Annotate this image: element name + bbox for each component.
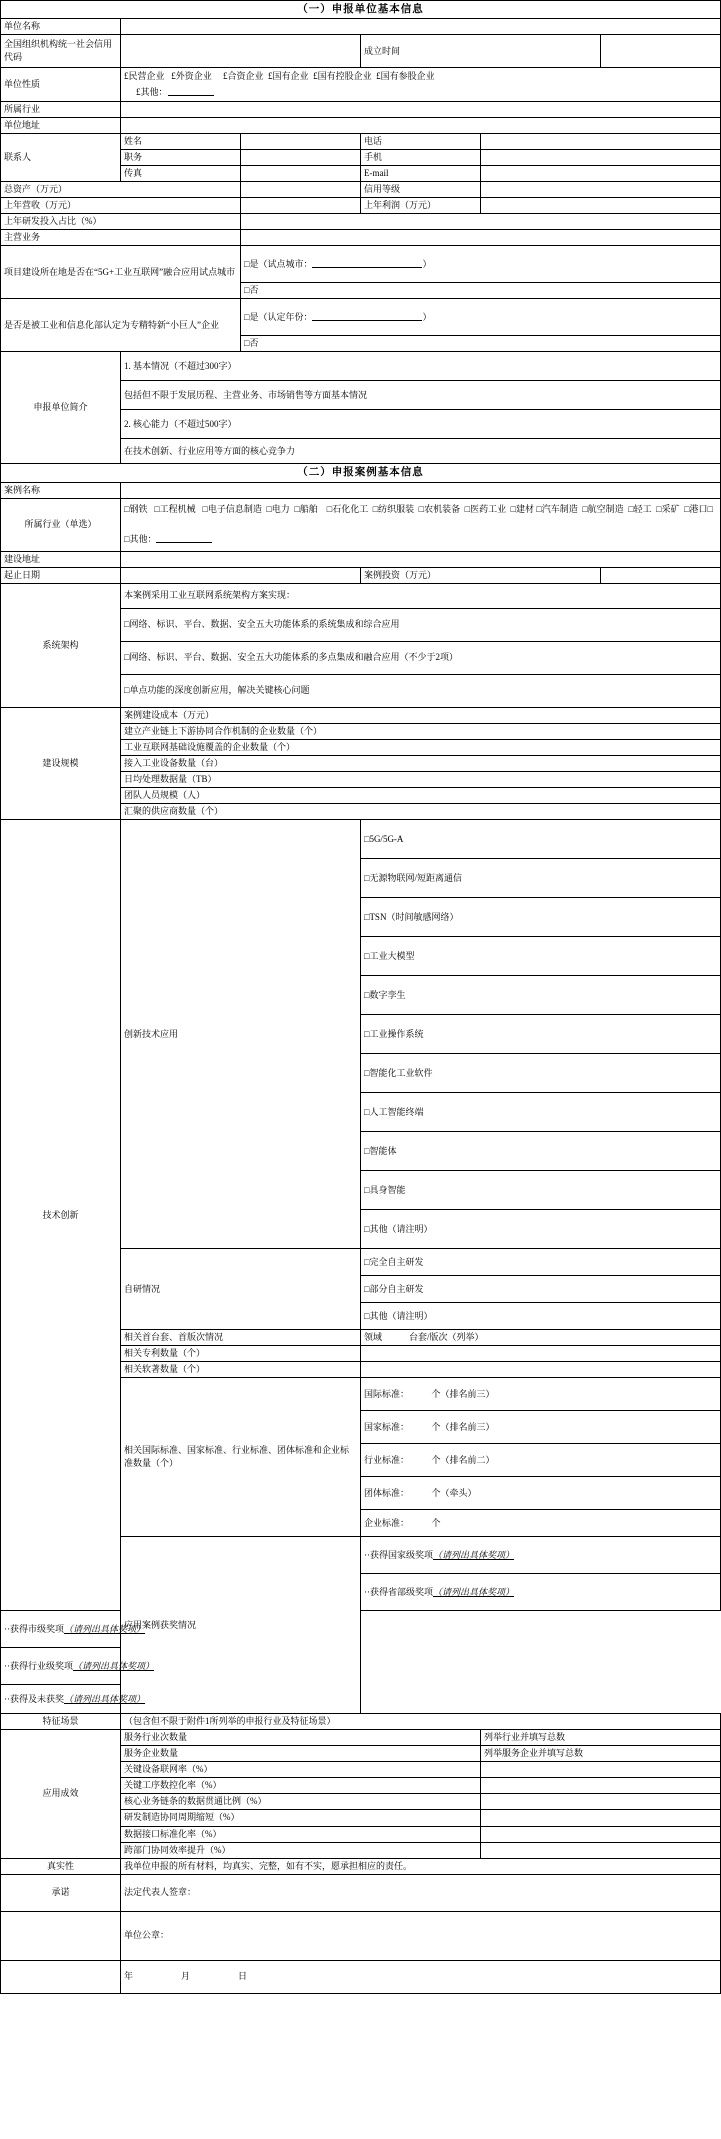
contact-position-input[interactable] (241, 150, 361, 166)
effect-value-2[interactable] (481, 1762, 721, 1778)
contact-name-row (1, 133, 721, 149)
truth-label: 真实性 (1, 1858, 121, 1874)
contact-label: 联系人 (1, 133, 121, 181)
checkbox-automotive[interactable]: □汽车制造 (536, 503, 578, 514)
effect-name-2: 关键设备联网率（%） (121, 1762, 481, 1778)
last-revenue-row (1, 198, 721, 214)
standard-enterprise[interactable]: 企业标准： 个 (361, 1510, 721, 1537)
intro-row-1 (1, 352, 721, 381)
innov-tech-option-3[interactable]: □工业大模型 (361, 937, 721, 976)
contact-email-input[interactable] (481, 166, 721, 182)
effect-value-5[interactable] (481, 1810, 721, 1826)
unit-name-row (1, 19, 721, 35)
contact-name-input[interactable] (241, 133, 361, 149)
effect-name-7: 跨部门协同效率提升（%） (121, 1842, 481, 1858)
case-name-row (1, 482, 721, 498)
award-none[interactable]: ··获得及未获奖（请列出具体奖项） (1, 1685, 361, 1714)
legal-rep-signature[interactable]: 法定代表人签章： (121, 1874, 721, 1911)
industry-input[interactable] (121, 101, 721, 117)
awards-label: 应用案例获奖情况 (121, 1537, 361, 1714)
awards-row-3 (1, 1648, 721, 1685)
giant-year-input[interactable] (312, 311, 422, 321)
effect-name-0: 服务行业次数量 (121, 1730, 481, 1746)
sys-arch-option-3[interactable]: □单点功能的深度创新应用，解决关键核心问题 (121, 674, 721, 707)
effect-value-3[interactable] (481, 1778, 721, 1794)
industry-row (1, 101, 721, 117)
patent-label: 相关专利数量（个） (121, 1346, 361, 1362)
innov-tech-option-10[interactable]: □其他（请注明） (361, 1210, 721, 1249)
giant-no-cell (241, 336, 721, 352)
section2-title: （二）申报案例基本信息 (1, 464, 721, 482)
date-spacer (1, 1960, 121, 1993)
checkbox-petrochemical[interactable]: □石化化工 (326, 503, 369, 514)
checkbox-foreign-enterprise[interactable]: £外资企业 (171, 71, 212, 82)
patent-input[interactable] (361, 1346, 721, 1362)
case-industry-options (121, 498, 721, 551)
credit-code-row (1, 35, 721, 68)
checkbox-state-share[interactable]: £国有参股企业 (376, 71, 435, 82)
case-name-label: 案例名称 (1, 482, 121, 498)
effect-value-7[interactable] (481, 1842, 721, 1858)
awards-row-4 (1, 1685, 721, 1714)
award-industry[interactable]: ··获得行业级奖项（请列出具体奖项） (1, 1648, 361, 1685)
case-invest-input[interactable] (601, 567, 721, 583)
standards-label: 相关国际标准、国家标准、行业标准、团体标准和企业标准数量（个） (121, 1378, 361, 1537)
sys-arch-option-1[interactable]: □网络、标识、平台、数据、安全五大功能体系的系统集成和综合应用 (121, 608, 721, 641)
self-rd-option-2[interactable]: □其他（请注明） (361, 1303, 721, 1330)
build-address-input[interactable] (121, 551, 721, 567)
main-business-row (1, 230, 721, 246)
award-national[interactable]: ··获得国家级奖项（请列出具体奖项） (361, 1537, 721, 1574)
checkbox-shipbuilding[interactable]: □船舶 (294, 503, 318, 514)
effect-name-4: 核心业务链条的数据贯通比例（%） (121, 1794, 481, 1810)
checkbox-pilot-yes[interactable]: □是（试点城市： ） (244, 258, 432, 269)
main-business-label: 主营业务 (1, 230, 241, 246)
found-time-label: 成立时间 (361, 35, 601, 68)
self-rd-option-1[interactable]: □部分自主研发 (361, 1276, 721, 1303)
contact-fax-input[interactable] (241, 166, 361, 182)
standard-international[interactable]: 国际标准： 个（排名前三） (361, 1378, 721, 1411)
scenario-row (1, 1714, 721, 1730)
standard-group[interactable]: 团体标准： 个（牵头） (361, 1477, 721, 1510)
checkbox-power[interactable]: □电力 (266, 503, 290, 514)
effect-value-4[interactable] (481, 1794, 721, 1810)
unit-nature-label: 单位性质 (1, 68, 121, 102)
checkbox-nature-other[interactable]: £其他： (124, 87, 214, 97)
total-assets-label: 总资产（万元） (1, 182, 241, 198)
credit-rating-input[interactable] (481, 182, 721, 198)
signature-date[interactable]: 年 月 日 (121, 1960, 721, 1993)
found-time-input[interactable] (601, 35, 721, 68)
date-row (1, 1960, 721, 1993)
contact-phone-input[interactable] (481, 133, 721, 149)
date-range-row (1, 567, 721, 583)
rd-ratio-label: 上年研发投入占比（%） (1, 214, 241, 230)
checkbox-construction-machinery[interactable]: □工程机械 (154, 503, 196, 514)
contact-phone-label: 电话 (361, 133, 481, 149)
promise-label: 承诺 (1, 1874, 121, 1911)
innov-tech-option-5[interactable]: □工业操作系统 (361, 1015, 721, 1054)
last-profit-label: 上年利润（万元） (361, 198, 481, 214)
section1-title: （一）申报单位基本信息 (1, 1, 721, 19)
pilot-city-question: 项目建设所在地是否在“5G+工业互联网”融合应用试点城市 (1, 246, 241, 299)
effect-name-6: 数据接口标准化率（%） (121, 1826, 481, 1842)
effect-name-5: 研发制造协同周期缩短（%） (121, 1810, 481, 1826)
credit-rating-label: 信用等级 (361, 182, 481, 198)
case-invest-label: 案例投资（万元） (361, 567, 601, 583)
standard-national[interactable]: 国家标准： 个（排名前三） (361, 1411, 721, 1444)
awards-row-2 (1, 1611, 721, 1648)
unit-name-label: 单位名称 (1, 19, 121, 35)
truth-row (1, 1858, 721, 1874)
last-revenue-label: 上年营收（万元） (1, 198, 241, 214)
contact-name-label: 姓名 (121, 133, 241, 149)
award-municipal[interactable]: ··获得市级奖项（请列出具体奖项） (1, 1611, 361, 1648)
scale-label: 建设规模 (1, 707, 121, 819)
checkbox-private-enterprise[interactable]: £民营企业 (124, 71, 165, 82)
unit-nature-options (121, 68, 721, 102)
checkbox-light-industry[interactable]: □轻工 (628, 503, 652, 514)
case-name-input[interactable] (121, 482, 721, 498)
industry-label: 所属行业 (1, 101, 121, 117)
scale-item-0[interactable]: 案例建设成本（万元） (121, 707, 721, 723)
unit-nature-row (1, 68, 721, 102)
unit-seal[interactable]: 单位公章： (121, 1911, 721, 1960)
checkbox-textile-apparel[interactable]: □纺织服装 (372, 503, 415, 514)
checkbox-state-owned[interactable]: £国有企业 (268, 71, 309, 82)
checkbox-giant-no[interactable]: □否 (244, 338, 259, 349)
giant-yes-cell (241, 299, 721, 336)
intro-note-2[interactable]: 在技术创新、行业应用等方面的核心竞争力 (121, 439, 721, 464)
address-label: 单位地址 (1, 117, 121, 133)
first-set-label: 相关首台套、首版次情况 (121, 1330, 361, 1346)
checkbox-pilot-no[interactable]: □否 (244, 285, 259, 296)
pilot-city-input[interactable] (312, 258, 422, 268)
innov-tech-option-7[interactable]: □人工智能终端 (361, 1093, 721, 1132)
giant-question: 是否是被工业和信息化部认定为专精特新“小巨人”企业 (1, 299, 241, 352)
pilot-city-row (1, 246, 721, 283)
innov-tech-option-6[interactable]: □智能化工业软件 (361, 1054, 721, 1093)
effect-value-0[interactable]: 列举行业并填写总数 (481, 1730, 721, 1746)
innov-tech-option-8[interactable]: □智能体 (361, 1132, 721, 1171)
self-rd-label: 自研情况 (121, 1249, 361, 1330)
section2-header-row (1, 464, 721, 482)
promise-row (1, 1874, 721, 1911)
innov-tech-option-9[interactable]: □具身智能 (361, 1171, 721, 1210)
intro-heading-2: 2. 核心能力（不超过500字） (121, 410, 721, 439)
sys-arch-row-0 (1, 583, 721, 608)
address-row (1, 117, 721, 133)
unit-name-input[interactable] (121, 19, 721, 35)
last-revenue-input[interactable] (241, 198, 361, 214)
build-address-row (1, 551, 721, 567)
date-range-input[interactable] (121, 567, 361, 583)
checkbox-port[interactable]: □港口□ (684, 503, 713, 514)
total-assets-input[interactable] (241, 182, 361, 198)
effect-value-6[interactable] (481, 1826, 721, 1842)
build-address-label: 建设地址 (1, 551, 121, 567)
checkbox-electronics-manufacturing[interactable]: □电子信息制造 (202, 503, 262, 514)
scale-item-3[interactable]: 接入工业设备数量（台） (121, 755, 721, 771)
software-input[interactable] (361, 1362, 721, 1378)
effect-name-3: 关键工序数控化率（%） (121, 1778, 481, 1794)
intro-heading-1: 1. 基本情况（不超过300字） (121, 352, 721, 381)
date-range-label: 起止日期 (1, 567, 121, 583)
tech-innovation-label: 技术创新 (1, 820, 121, 1611)
truth-text: 我单位申报的所有材料，均真实、完整，如有不实，愿承担相应的责任。 (121, 1858, 721, 1874)
contact-email-label: E-mail (361, 166, 481, 182)
sys-arch-intro: 本案例采用工业互联网系统架构方案实现： (121, 583, 721, 608)
contact-mobile-input[interactable] (481, 150, 721, 166)
giant-row (1, 299, 721, 336)
checkbox-pharmaceutical[interactable]: □医药工业 (464, 503, 507, 514)
pilot-city-yes-cell (241, 246, 721, 283)
rd-ratio-input[interactable] (241, 214, 721, 230)
checkbox-steel[interactable]: □钢铁 (124, 503, 148, 514)
contact-mobile-label: 手机 (361, 150, 481, 166)
award-provincial[interactable]: ··获得省部级奖项（请列出具体奖项） (361, 1574, 721, 1611)
industry-other-input[interactable] (156, 533, 212, 543)
checkbox-building-materials[interactable]: □建材 (510, 503, 535, 514)
scenario-label: 特征场景 (1, 1714, 121, 1730)
first-set-value[interactable]: 领域 台套/版次（列举） (361, 1330, 721, 1346)
scale-item-6[interactable]: 汇聚的供应商数量（个） (121, 804, 721, 820)
last-profit-input[interactable] (481, 198, 721, 214)
effect-value-1[interactable]: 列举服务企业并填写总数 (481, 1746, 721, 1762)
rd-ratio-row (1, 214, 721, 230)
contact-fax-label: 传真 (121, 166, 241, 182)
effect-row-0 (1, 1730, 721, 1746)
seal-spacer (1, 1911, 121, 1960)
tech-innov-row-0 (1, 820, 721, 859)
intro-note-1[interactable]: 包括但不限于发展历程、主营业务、市场销售等方面基本情况 (121, 381, 721, 410)
scenario-value[interactable]: （包含但不限于附件1所列举的申报行业及特征场景） (121, 1714, 721, 1730)
contact-position-label: 职务 (121, 150, 241, 166)
checkbox-aviation[interactable]: □航空制造 (582, 503, 624, 514)
software-label: 相关软著数量（个） (121, 1362, 361, 1378)
sys-arch-label: 系统架构 (1, 583, 121, 707)
total-assets-row (1, 182, 721, 198)
sys-arch-option-2[interactable]: □网络、标识、平台、数据、安全五大功能体系的多点集成和融合应用（不少于2项） (121, 641, 721, 674)
innov-tech-option-1[interactable]: □无源物联网/短距离通信 (361, 859, 721, 898)
case-industry-label: 所属行业（单选） (1, 498, 121, 551)
effect-label: 应用成效 (1, 1730, 121, 1858)
scale-item-5[interactable]: 团队人员规模（人） (121, 787, 721, 803)
case-industry-row (1, 498, 721, 551)
address-input[interactable] (121, 117, 721, 133)
intro-label: 申报单位简介 (1, 352, 121, 464)
checkbox-industry-other[interactable]: □其他： (124, 534, 212, 544)
effect-name-1: 服务企业数量 (121, 1746, 481, 1762)
innov-tech-label: 创新技术应用 (121, 820, 361, 1249)
scale-item-1[interactable]: 建立产业链上下游协同合作机制的企业数量（个） (121, 723, 721, 739)
credit-code-label: 全国组织机构统一社会信用代码 (1, 35, 121, 68)
unit-seal-row (1, 1911, 721, 1960)
checkbox-state-holding[interactable]: £国有控股企业 (313, 71, 372, 82)
scale-item-2[interactable]: 工业互联网基础设施覆盖的企业数量（个） (121, 739, 721, 755)
innov-tech-option-0[interactable]: □5G/5G-A (361, 820, 721, 859)
self-rd-option-0[interactable]: □完全自主研发 (361, 1249, 721, 1276)
checkbox-joint-venture[interactable]: £合资企业 (223, 71, 264, 82)
nature-other-input[interactable] (168, 86, 214, 96)
innov-tech-option-4[interactable]: □数字孪生 (361, 976, 721, 1015)
section1-header-row (1, 1, 721, 19)
checkbox-giant-yes[interactable]: □是（认定年份： ） (244, 311, 432, 322)
credit-code-input[interactable] (121, 35, 361, 68)
checkbox-agricultural-machinery[interactable]: □农机装备 (418, 503, 461, 514)
standard-industry[interactable]: 行业标准： 个（排名前二） (361, 1444, 721, 1477)
scale-row-0 (1, 707, 721, 723)
pilot-city-no-cell (241, 283, 721, 299)
checkbox-mining[interactable]: □采矿 (656, 503, 680, 514)
innov-tech-option-2[interactable]: □TSN（时间敏感网络） (361, 898, 721, 937)
scale-item-4[interactable]: 日均处理数据量（TB） (121, 771, 721, 787)
main-business-input[interactable] (241, 230, 721, 246)
